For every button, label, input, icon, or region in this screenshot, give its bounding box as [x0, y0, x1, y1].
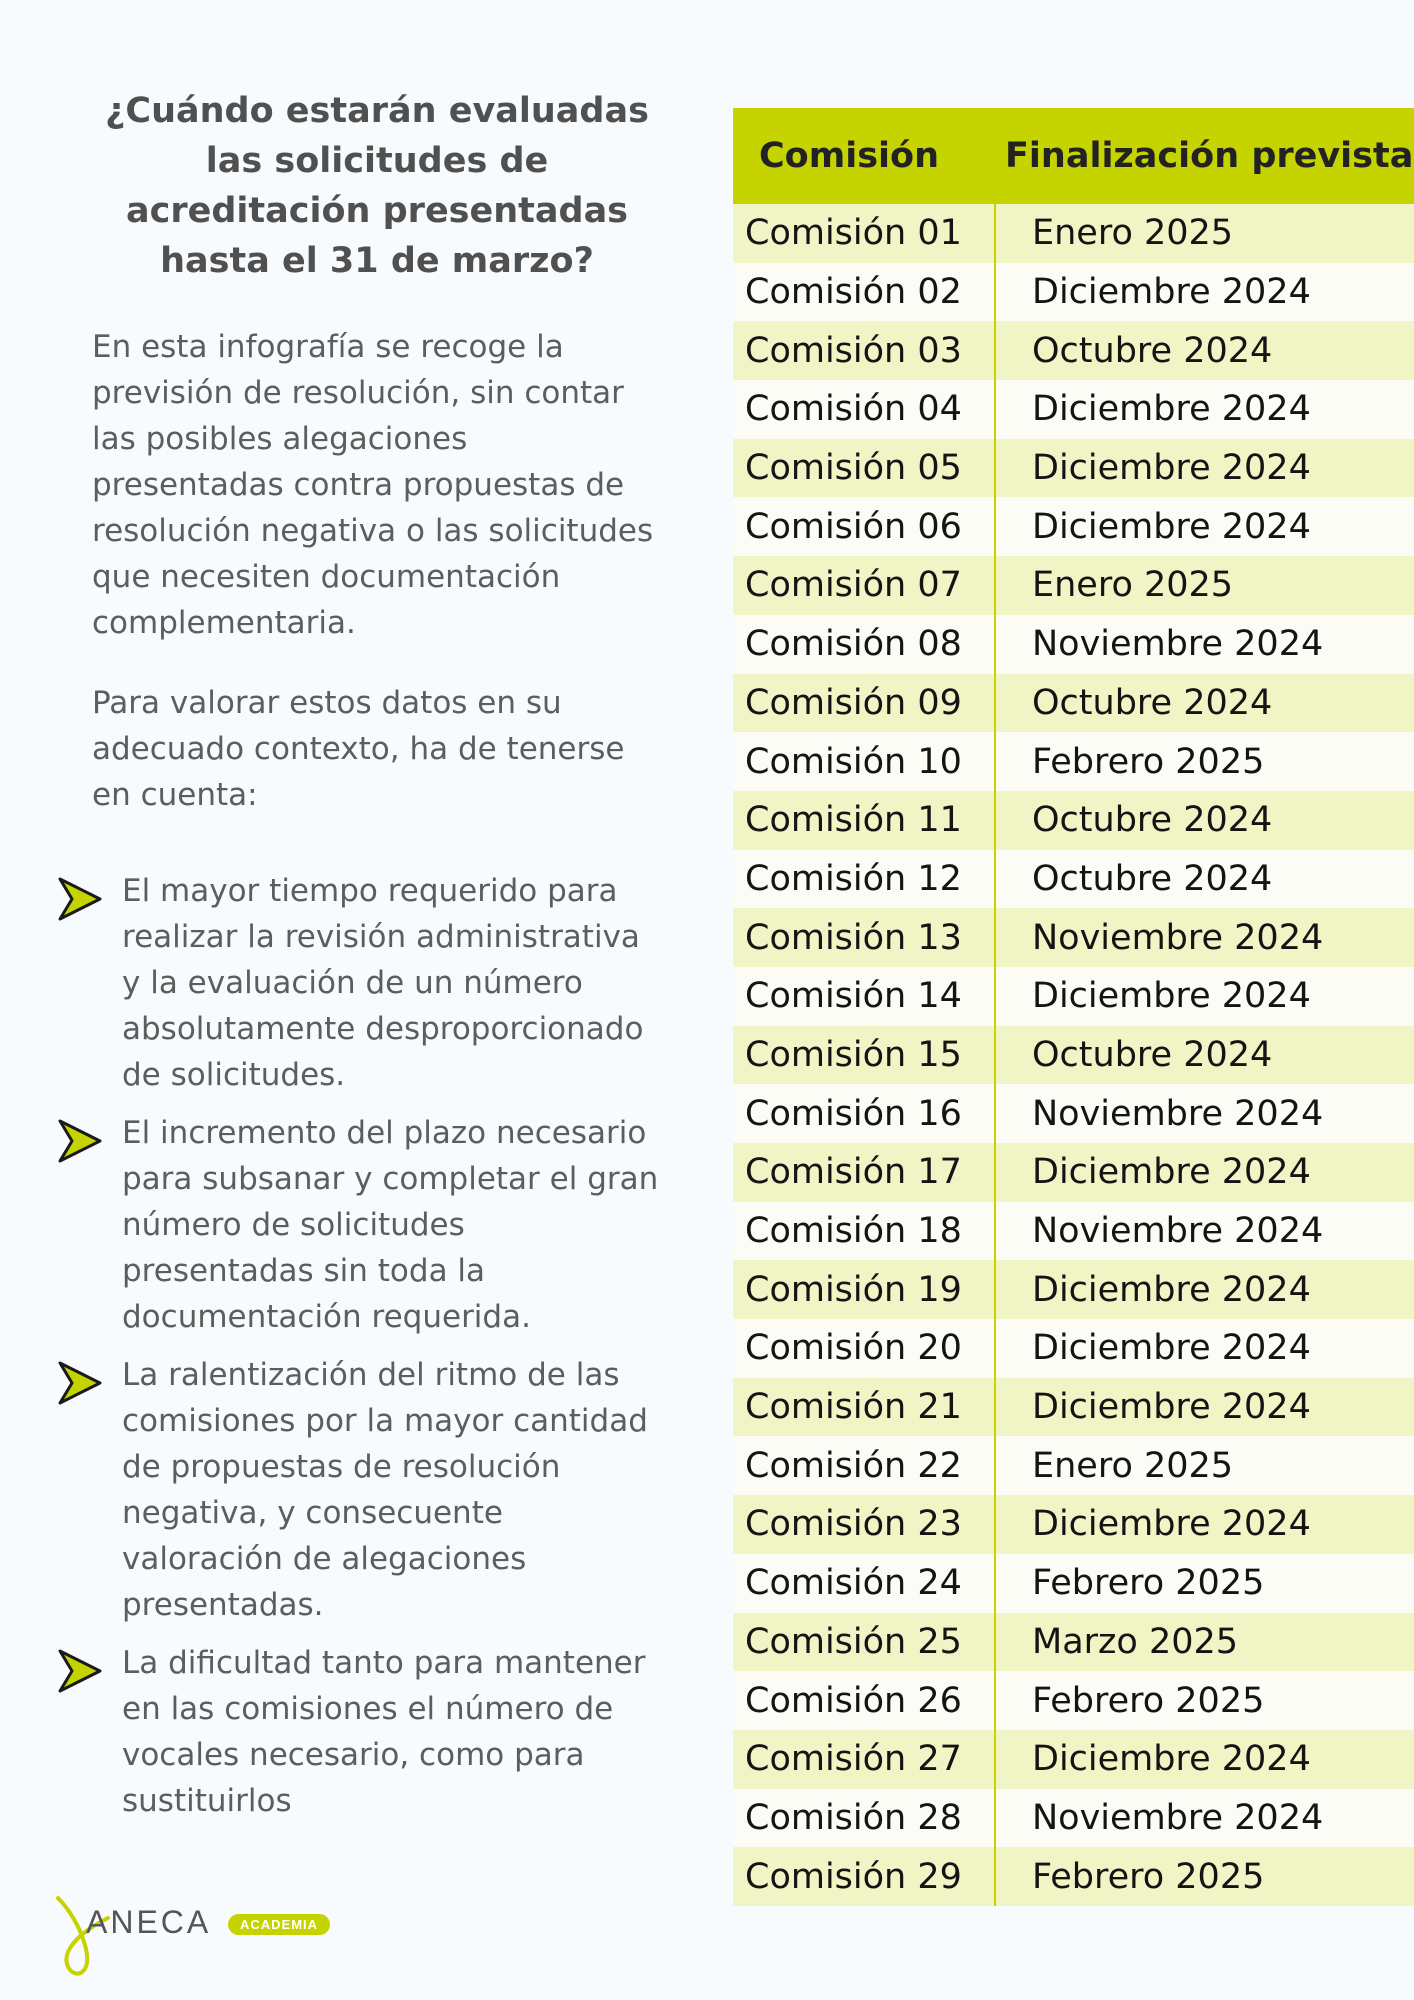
- commission-cell: Comisión 03: [733, 321, 995, 380]
- expected-end-cell: Diciembre 2024: [995, 439, 1414, 498]
- commission-cell: Comisión 17: [733, 1143, 995, 1202]
- table-row: [733, 1319, 1414, 1378]
- commission-cell: Comisión 24: [733, 1554, 995, 1613]
- expected-end-cell: Octubre 2024: [995, 321, 1414, 380]
- table-row: [733, 967, 1414, 1026]
- expected-end-cell: Octubre 2024: [995, 850, 1414, 909]
- table-row: [733, 1613, 1414, 1672]
- bullet-item: [56, 868, 666, 1098]
- commission-cell: Comisión 26: [733, 1671, 995, 1730]
- commission-cell: Comisión 13: [733, 908, 995, 967]
- table-row: [733, 1436, 1414, 1495]
- table-row: [733, 1202, 1414, 1261]
- expected-end-cell: Febrero 2025: [995, 732, 1414, 791]
- table-row: [733, 556, 1414, 615]
- commission-cell: Comisión 01: [733, 204, 995, 263]
- commission-cell: Comisión 28: [733, 1789, 995, 1848]
- expected-end-cell: Febrero 2025: [995, 1554, 1414, 1613]
- bullet-item: [56, 1352, 666, 1628]
- commission-cell: Comisión 04: [733, 380, 995, 439]
- expected-end-cell: Octubre 2024: [995, 1026, 1414, 1085]
- commission-cell: Comisión 08: [733, 615, 995, 674]
- table-row: [733, 1143, 1414, 1202]
- expected-end-cell: Octubre 2024: [995, 674, 1414, 733]
- commission-cell: Comisión 22: [733, 1436, 995, 1495]
- table-row: [733, 1847, 1414, 1906]
- expected-end-cell: Diciembre 2024: [995, 497, 1414, 556]
- table-row: [733, 263, 1414, 322]
- bullet-item: [56, 1110, 666, 1340]
- logo-badge: ACADEMIA: [228, 1914, 330, 1935]
- commission-cell: Comisión 14: [733, 967, 995, 1026]
- table-row: [733, 1026, 1414, 1085]
- table-row: [733, 1730, 1414, 1789]
- table-row: [733, 850, 1414, 909]
- intro-paragraph: En esta infografía se recoge la previsión de resolución, sin contar las posibles alegaciones presentadas contra propuestas de resolución negativa o las solicitudes que necesiten documentación complementaria.: [92, 329, 654, 641]
- table-row: [733, 674, 1414, 733]
- commission-cell: Comisión 06: [733, 497, 995, 556]
- expected-end-cell: Diciembre 2024: [995, 1730, 1414, 1789]
- expected-end-cell: Febrero 2025: [995, 1847, 1414, 1906]
- table-row: [733, 439, 1414, 498]
- chevron-right-icon: [56, 874, 104, 922]
- chevron-right-icon: [56, 1116, 104, 1164]
- table-row: [733, 1378, 1414, 1437]
- commission-cell: Comisión 12: [733, 850, 995, 909]
- table-row: [733, 321, 1414, 380]
- left-column: [92, 86, 662, 852]
- commission-cell: Comisión 09: [733, 674, 995, 733]
- expected-end-cell: Diciembre 2024: [995, 1495, 1414, 1554]
- expected-end-cell: Diciembre 2024: [995, 1143, 1414, 1202]
- commission-cell: Comisión 19: [733, 1260, 995, 1319]
- table-row: [733, 1084, 1414, 1143]
- expected-end-cell: Marzo 2025: [995, 1613, 1414, 1672]
- expected-end-cell: Diciembre 2024: [995, 1378, 1414, 1437]
- bullet-text: La ralentización del ritmo de las comisiones por la mayor cantidad de propuestas de resolución negativa, y consecuente valoración de alegaciones presentadas.: [122, 1357, 648, 1623]
- expected-end-cell: Diciembre 2024: [995, 380, 1414, 439]
- expected-end-cell: Enero 2025: [995, 556, 1414, 615]
- page-title: ¿Cuándo estarán evaluadas las solicitudes de acreditación presentadas hasta el 31 de marzo?: [105, 91, 649, 281]
- commission-cell: Comisión 11: [733, 791, 995, 850]
- table-row: [733, 615, 1414, 674]
- chevron-right-icon: [56, 1646, 104, 1694]
- table-row: [733, 1260, 1414, 1319]
- table-row: [733, 1495, 1414, 1554]
- commission-cell: Comisión 29: [733, 1847, 995, 1906]
- header-commission: Comisión: [733, 108, 995, 204]
- commission-cell: Comisión 02: [733, 263, 995, 322]
- table-body: [733, 204, 1414, 1906]
- table-row: [733, 732, 1414, 791]
- bullet-text: La dificultad tanto para mantener en las comisiones el número de vocales necesario, como para sustituirlos: [122, 1645, 646, 1819]
- commission-cell: Comisión 18: [733, 1202, 995, 1261]
- commission-cell: Comisión 07: [733, 556, 995, 615]
- table-row: [733, 791, 1414, 850]
- logo-text: ANECA: [86, 1904, 212, 1940]
- header-expected-end: Finalización prevista: [995, 108, 1414, 204]
- expected-end-cell: Noviembre 2024: [995, 908, 1414, 967]
- table-row: [733, 908, 1414, 967]
- table-row: [733, 1671, 1414, 1730]
- commission-cell: Comisión 21: [733, 1378, 995, 1437]
- expected-end-cell: Diciembre 2024: [995, 263, 1414, 322]
- table-row: [733, 380, 1414, 439]
- table-row: [733, 1789, 1414, 1848]
- chevron-right-icon: [56, 1358, 104, 1406]
- expected-end-cell: Noviembre 2024: [995, 1084, 1414, 1143]
- bullet-text: El mayor tiempo requerido para realizar la revisión administrativa y la evaluación de un número absolutamente desproporcionado de solicitudes.: [122, 873, 644, 1093]
- commission-cell: Comisión 20: [733, 1319, 995, 1378]
- table-row: [733, 204, 1414, 263]
- expected-end-cell: Noviembre 2024: [995, 615, 1414, 674]
- bullet-text: El incremento del plazo necesario para subsanar y completar el gran número de solicitudes presentadas sin toda la documentación requerida.: [122, 1115, 659, 1335]
- expected-end-cell: Diciembre 2024: [995, 1260, 1414, 1319]
- commission-cell: Comisión 05: [733, 439, 995, 498]
- context-paragraph: Para valorar estos datos en su adecuado contexto, ha de tenerse en cuenta:: [92, 685, 625, 813]
- commission-cell: Comisión 10: [733, 732, 995, 791]
- expected-end-cell: Febrero 2025: [995, 1671, 1414, 1730]
- bullet-item: [56, 1640, 666, 1824]
- expected-end-cell: Noviembre 2024: [995, 1789, 1414, 1848]
- table-row: [733, 1554, 1414, 1613]
- bullet-list: [56, 868, 666, 1836]
- commission-cell: Comisión 23: [733, 1495, 995, 1554]
- commission-cell: Comisión 15: [733, 1026, 995, 1085]
- table-row: [733, 497, 1414, 556]
- commissions-table: [733, 108, 1414, 1906]
- commission-cell: Comisión 27: [733, 1730, 995, 1789]
- expected-end-cell: Diciembre 2024: [995, 967, 1414, 1026]
- commission-cell: Comisión 25: [733, 1613, 995, 1672]
- aneca-logo: [52, 1896, 332, 1976]
- expected-end-cell: Enero 2025: [995, 204, 1414, 263]
- table-header-row: [733, 108, 1414, 204]
- expected-end-cell: Octubre 2024: [995, 791, 1414, 850]
- expected-end-cell: Noviembre 2024: [995, 1202, 1414, 1261]
- expected-end-cell: Enero 2025: [995, 1436, 1414, 1495]
- commission-cell: Comisión 16: [733, 1084, 995, 1143]
- expected-end-cell: Diciembre 2024: [995, 1319, 1414, 1378]
